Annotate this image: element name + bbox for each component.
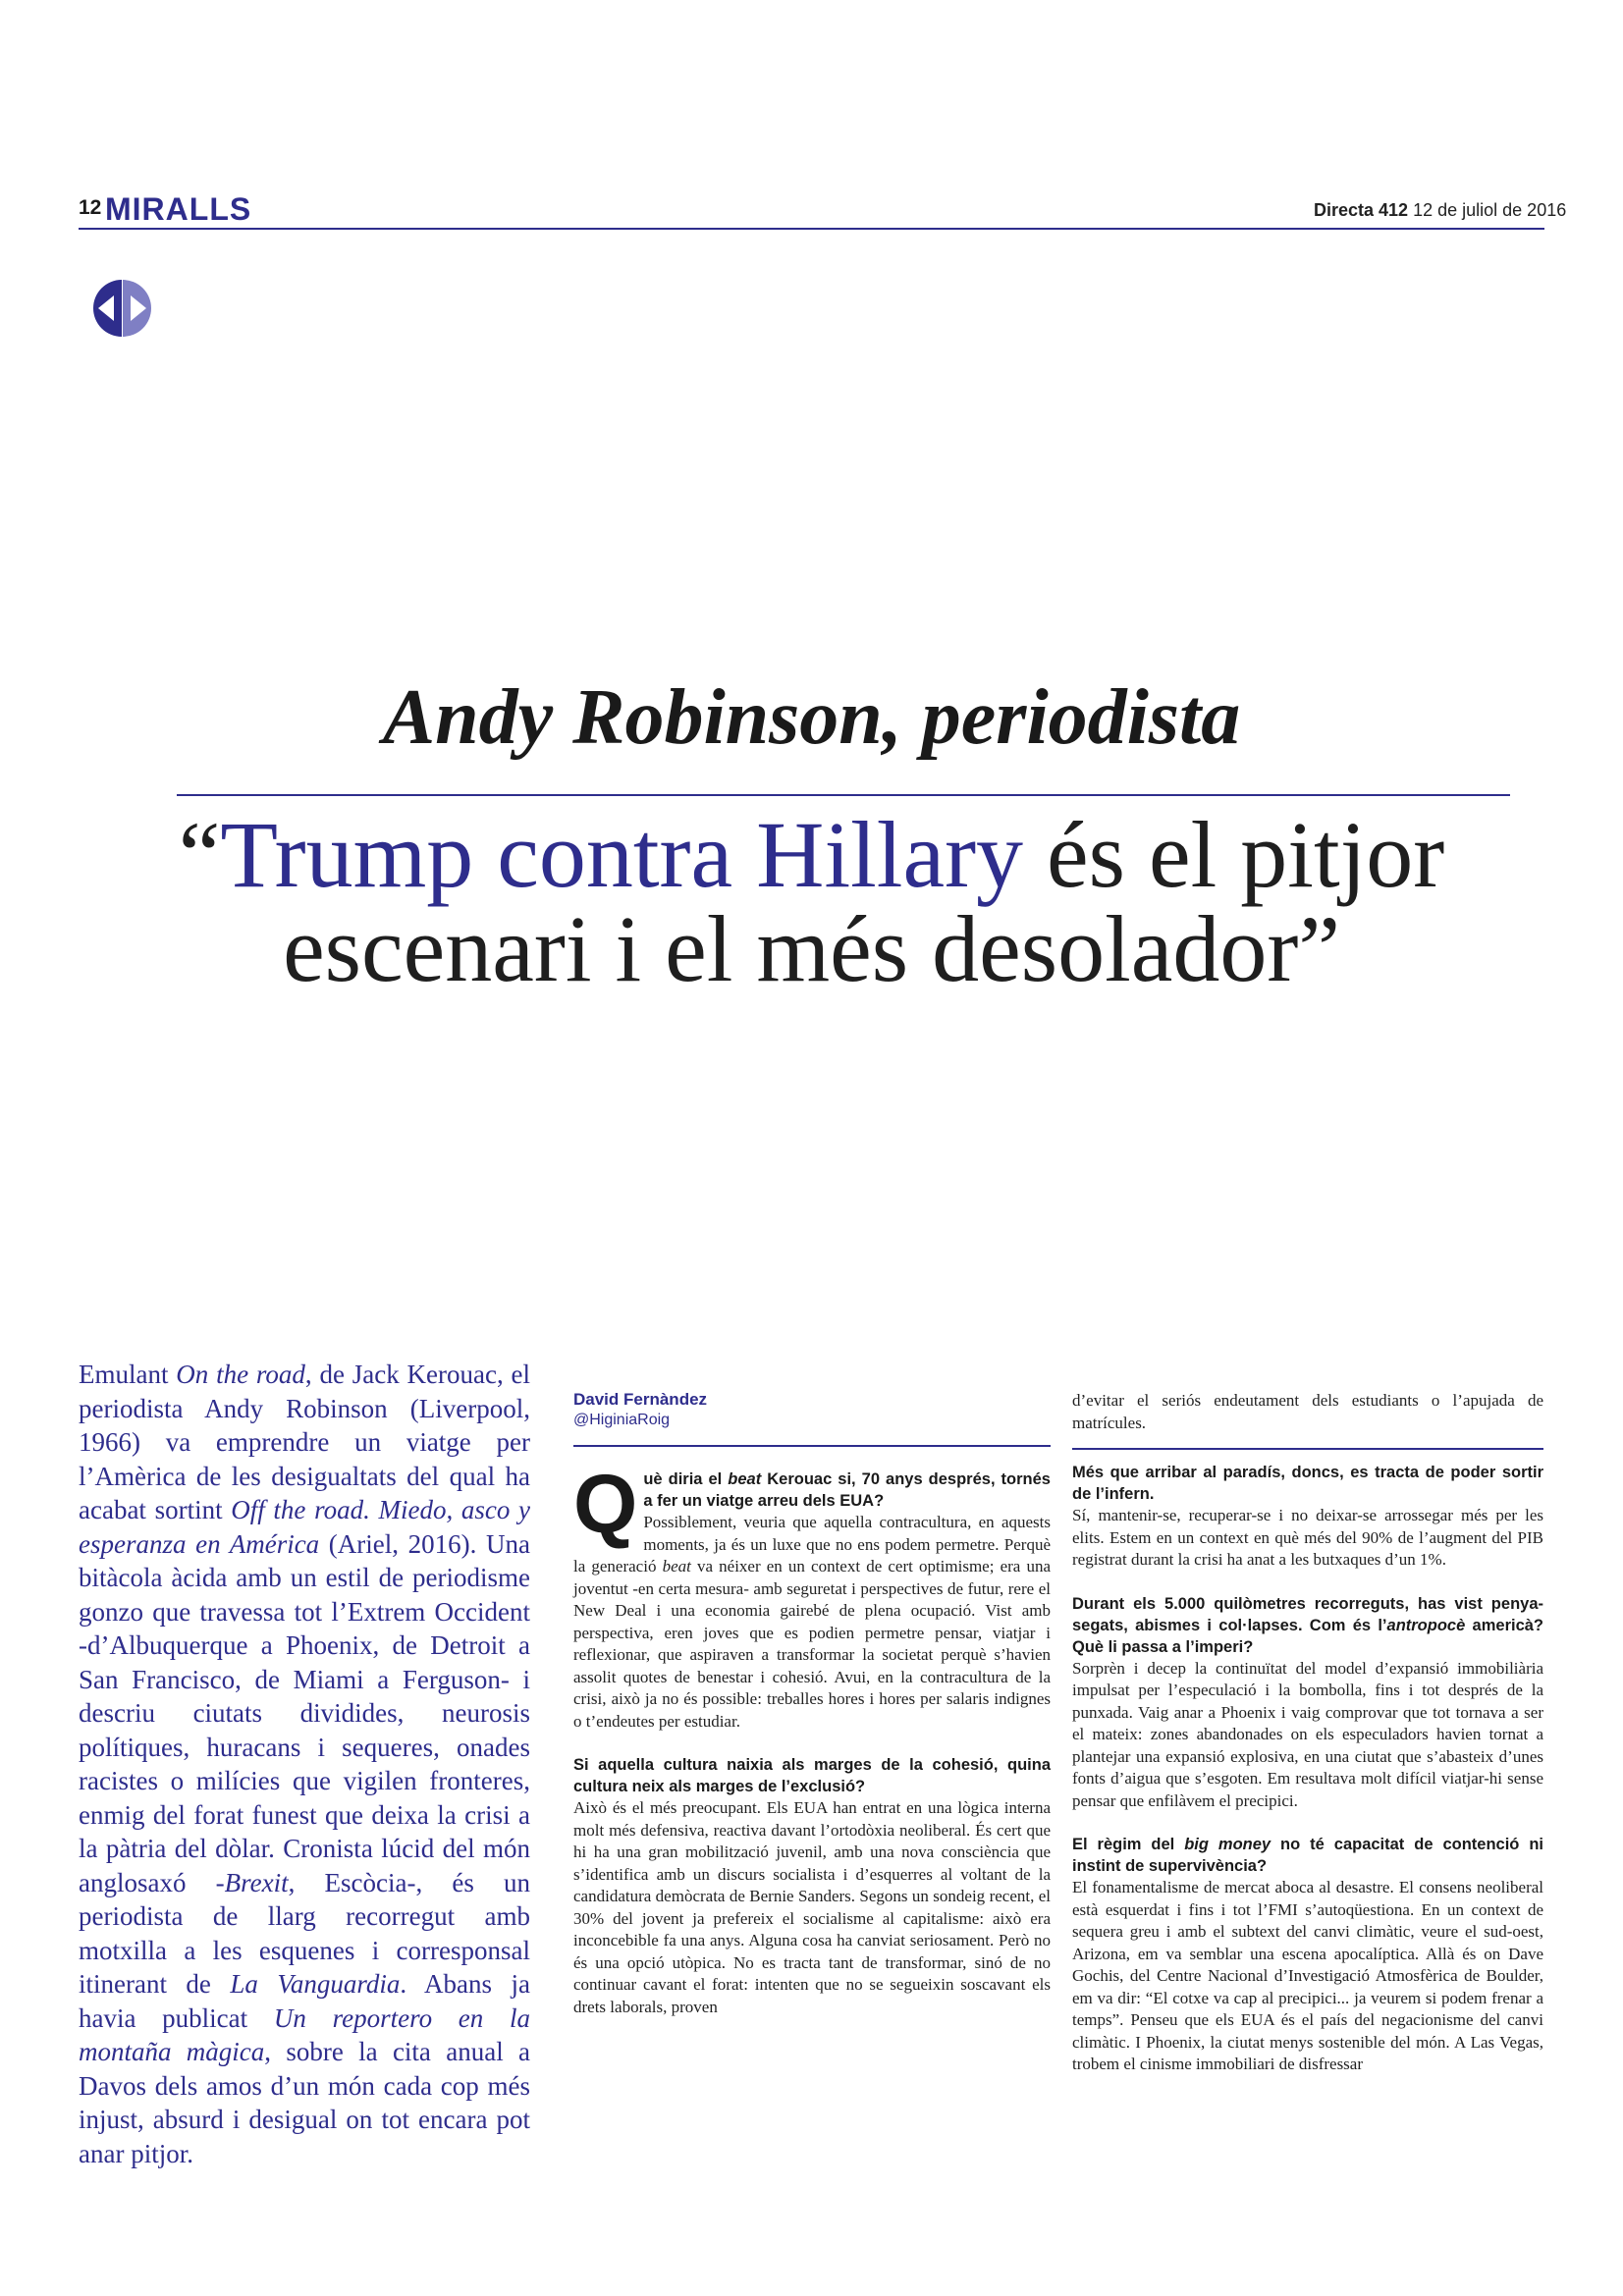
quote-highlight: Trump contra Hillary	[220, 802, 1024, 907]
answer-2: Això és el més preocupant. Els EUA han entrat en una lògica interna molt més defensiva, reactiva davant l’ortodòxia neoliberal. És cert que hi ha una gran mobilització juvenil, amb una nova consciència que s’identifica amb un discurs socialista i d’esquerres al voltant de la candidatura demòcrata de Bernie Sanders. Segons un sondeig recent, el 30% del jovent ja prefereix el socialisme al capitalisme: això era inconcebible fa una anys. Alguna cosa ha canviat seriosament. Però no és una opció utòpica. No es tracta tant de transformar, sinó de no continuar cavant el forat: intenten que no se segueixin soscavant els drets laborals, proven	[573, 1798, 1051, 2016]
play-pause-arrows-icon	[79, 278, 165, 339]
answer-4: Sorprèn i decep la continuïtat del model d’expansió immobiliària impulsat per l’especulació i la bombolla, fins i tot després de la punxada. Vaig anar a Phoenix i vaig comprovar que tot tornava a ser el mateix: zones abandonades on els especuladors havien tornat a plantejar una expansió explosiva, en una ciutat que s’abasteix d’unes fonts d’aigua que s’esgoten. Em resultava molt difícil viatjar-hi sense pensar que enfilàvem el precipici.	[1072, 1658, 1543, 1810]
question-2: Si aquella cultura naixia als marges de la cohesió, quina cultura neix als marges de l’exclusió?	[573, 1756, 1051, 1795]
column-divider	[1072, 1448, 1543, 1450]
headline-quote	[79, 802, 1544, 1001]
article-column-2	[573, 1390, 1051, 2018]
answer-1: Possiblement, veuria que aquella contracultura, en aquests moments, ja és un luxe que no ens podem permetre. Perquè la generació beat va néixer en un context de cert optimisme; era una joventut -en certa mesura- amb seguretat i perspectives de futur, rere el New Deal i una economia gairebé de plena ocupació. Vist amb perspectiva, eren joves que es podien permetre pensar, viatjar i reflexionar, que aspiraven a transformar la societat perquè s’havien assolit quotes de benestar i cohesió. Avui, en la contracultura de la crisi, això ja no és possible: treballes hores i hores per salaris indignes o t’endeutes per estudiar.	[573, 1513, 1051, 1731]
question-1: Q uè diria el beat Kerouac si, 70 anys després, tornés a fer un viatge arreu dels EUA? Possiblement, veuria que aquella contracultura, en aquests moments, ja és un luxe que no ens podem permetre. Perquè la generació beat va néixer en un context de cert optimisme; era una joventut -en certa mesura- amb seguretat i perspectives de futur, rere el New Deal i una economia gairebé de plena ocupació. Vist amb perspectiva, eren joves que es podien permetre pensar, viatjar i reflexionar, que aspiraven a transformar la societat perquè s’havien assolit quotes de benestar i cohesió. Avui, en la contracultura de la crisi, això ja no és possible: treballes hores i hores per salaris indignes o t’endeutes per estudiar.	[573, 1468, 1051, 1733]
answer-5: El fonamentalisme de mercat aboca al desastre. El consens neoliberal està esquerdat i fins i tot l’FMI s’autoqüestiona. En un context de sequera greu i amb el subtext del canvi climàtic, veure el sud-oest, Arizona, em va semblar una escena apocalíptica. Allà és on Dave Gochis, del Centre Nacional d’Investigació Atmosfèrica de Boulder, em va dir: “El cotxe va cap al precipici... ja veurem si podem frenar a temps”. Penseu que els EUA és el país del negacionisme del canvi climàtic. I Phoenix, la ciutat menys sostenible del món. A Las Vegas, trobem el cinisme immobiliari de disfressar	[1072, 1878, 1543, 2073]
publication-name: Directa 412	[1314, 200, 1409, 220]
byline-handle: @HiginiaRoig	[573, 1412, 671, 1428]
section-title: MIRALLS	[105, 191, 252, 227]
article-column-3	[1072, 1390, 1543, 2076]
page-number: 12	[79, 196, 102, 219]
answer-2-continued: d’evitar el seriós endeutament dels estudiants o l’apujada de matrícules.	[1072, 1391, 1543, 1432]
quote-line1-rest: és el pitjor	[1023, 802, 1445, 907]
issue-date: 12 de juliol de 2016	[1413, 200, 1567, 220]
drop-cap: Q	[573, 1458, 638, 1550]
question-3: Més que arribar al paradís, doncs, es tracta de poder sortir de l’infern.	[1072, 1464, 1543, 1503]
issue-info	[1314, 200, 1566, 221]
answer-3: Sí, mantenir-se, recuperar-se i no deixar-se arrossegar més per les elits. Estem en un context en què més del 90% de l’augment del PIB registrat durant la crisi ha anat a les butxaques d’un 1%.	[1072, 1506, 1543, 1569]
quote-open-mark: “	[178, 802, 221, 907]
interviewee-name: Andy Robinson, periodista	[382, 674, 1241, 761]
intro-paragraph: Emulant On the road, de Jack Kerouac, el periodista Andy Robinson (Liverpool, 1966) va emprendre un viatge per l’Amèrica de les desigualtats del qual ha acabat sortint Off the road. Miedo, asco y esperanza en América (Ariel, 2016). Una bitàcola àcida amb un estil de periodisme gonzo que travessa tot l’Extrem Occident -d’Albuquerque a Phoenix, de Detroit a San Francisco, de Miami a Ferguson- i descriu ciutats dividides, neurosis polítiques, huracans i sequeres, onades racistes o milícies que vigilen fronteres, enmig del forat funest que deixa la crisi a la pàtria del dòlar. Cronista lúcid del món anglosaxó -Brexit, Escòcia-, és un periodista de llarg recorregut amb motxilla a les esquenes i corresponsal itinerant de La Vanguardia. Abans ja havia publicat Un reportero en la montaña màgica, sobre la cita anual a Davos dels amos d’un món cada cop més injust, absurd i desigual on tot encara pot anar pitjor.	[79, 1360, 531, 2168]
byline-author: David Fernàndez	[573, 1390, 708, 1409]
question-5: El règim del big money no té capacitat de contenció ni instint de supervivència?	[1072, 1836, 1543, 1875]
title-divider	[177, 794, 1510, 796]
question-4: Durant els 5.000 quilòmetres recorreguts, has vist penya-segats, abismes i col·lapses. Com és l’antropocè americà? Què li passa a l’imperi?	[1072, 1594, 1544, 1656]
header-divider	[79, 228, 1544, 230]
quote-line2: escenari i el més desolador”	[283, 896, 1340, 1001]
